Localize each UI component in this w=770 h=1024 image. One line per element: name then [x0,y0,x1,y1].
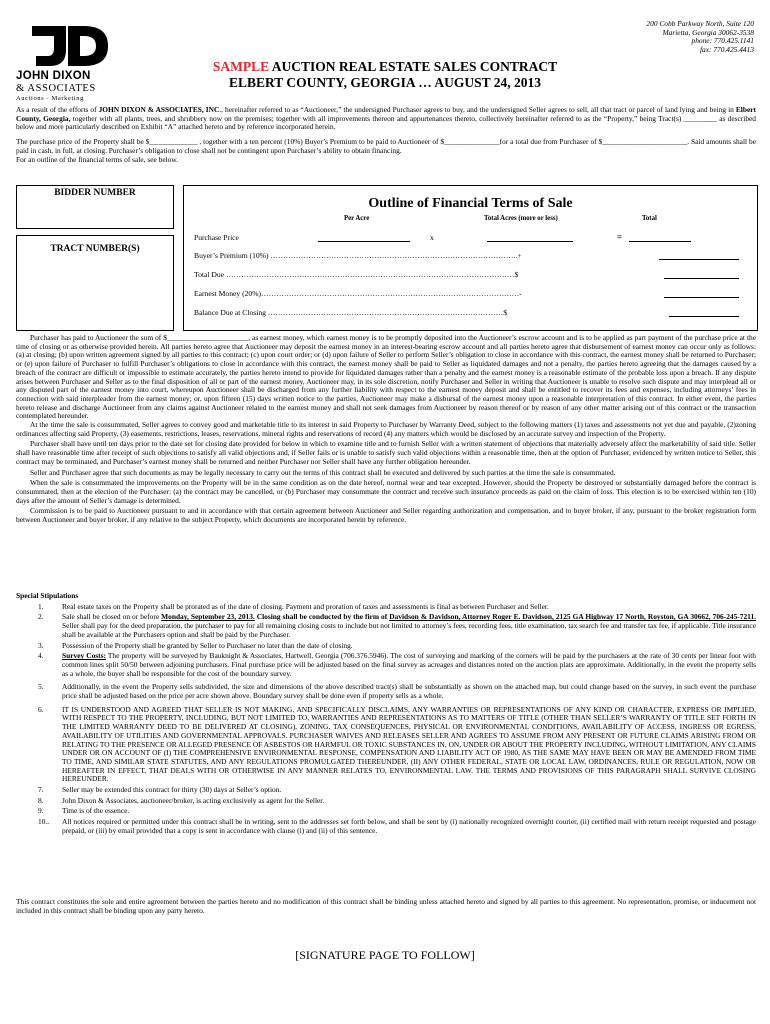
logo-name: JOHN DIXON [16,70,91,82]
intro-paragraph-3: For an outline of the financial terms of sale, see below. [16,154,179,164]
address-phone: phone: 770.425.1141 [691,36,754,45]
buyers-premium-field[interactable] [659,259,739,260]
logo-tagline: Auctions · Marketing [16,95,84,102]
stipulation-7: 7. Seller may be extended this contract for thirty (30) days at Seller’s option. [38,785,282,795]
special-stipulations [16,592,756,836]
intro-paragraph-1: As a result of the efforts of JOHN DIXON & ASSOCIATES, INC., hereinafter referred to as “Auctioneer,” the undersigned Purchaser agrees to buy, and the undersigned Seller agrees to sell, all that tract or parcel of land lying and being in Elbert County, Georgia, together with all plants, trees, and shrubbery now on the premises; together with all improvements thereon and appurtenances thereto, collectively hereinafter referred to as the “Property,” being Tract(s) _________ as described below and more particularly described on Exhibit “A” attached hereto and by reference incorporated herein. [16,105,756,132]
stipulation-1: 1. Real estate taxes on the Property shall be prorated as of the date of closing. Payment and proration of taxes and assessments is final as between Purchaser and Seller. [38,601,549,611]
intro-section [16,106,756,164]
stipulation-8: 8. John Dixon & Associates, auctioneer/broker, is acting exclusively as agent for the Seller. [38,795,325,805]
document-title: SAMPLE AUCTION REAL ESTATE SALES CONTRACT ELBERT COUNTY, GEORGIA … AUGUST 24, 2013 [0,59,770,91]
bidder-number-box[interactable]: BIDDER NUMBER [16,185,174,229]
stipulation-10: 10.. All notices required or permitted under this contract shall be in writing, sent to the addresses set forth below, and shall be sent by (i) nationally recognized overnight courier, (ii) certified mail with return receipt requested and postage prepaid, or (iii) by email provided that a copy is sent in accordance with clause (i) and (ii) of this sentence. [38,817,756,835]
earnest-money-row: Earnest Money (20%)…………………………………………………………………………………………- [194,289,522,298]
total-due-field[interactable] [664,278,739,279]
stipulation-4: 4. Survey Costs: The property will be surveyed by Bauknight & Associates, Hartwell, Georgia (706.376.5946). The cost of surveying and marking of the corners will be paid by the purchasers at the rate of 30 cents per linear foot with common lines split 50/50 between adjoining purchasers. Final purchase price will be adjusted based on the final survey as acreages and distances noted on the auction plats are approximate. Additionally, in the event the property sells as a whole, the buyer shall be responsible for the cost of the boundary survey. [38,651,756,678]
address-line2: Marietta, Georgia 30062-3538 [662,27,754,37]
buyers-premium-row: Buyer’s Premium (10%) ……………………………………………………………………………………..+ [194,251,522,260]
balance-due-row: Balance Due at Closing …………………………………………………………………………………$ [194,308,508,317]
stipulation-9: 9. Time is of the essence. [38,806,130,816]
purchase-price-row: Purchase Price [194,233,239,242]
outline-title: Outline of Financial Terms of Sale [368,196,573,211]
stipulation-6: 6. IT IS UNDERSTOOD AND AGREED THAT SELLER IS NOT MAKING, AND SPECIFICALLY DISCLAIMS, ANY WARRANTIES OR REPRESENTATIONS OF ANY KIND OR CHARACTER, EXPRESS OR IMPLIED, WITH RESPECT TO THE PROPERTY, INCLUDING, BUT NOT LIMITED TO, WARRANTIES AND REPRESENTATIONS AS TO MATTERS OF TITLE (OTHER THAN SELLER’S WARRANTY OF TITLE SET FORTH IN THE LIMITED WARRANTY DEED TO BE DELIVERED AT CLOSING), ZONING, TAX CONSEQUENCES, PHYSICAL OR ENVIRONMENTAL CONDITIONS, AVAILABILITY OF ACCESS, INGRESS OR EGRESS, AVAILABILITY OF UTILITIES AND GOVERNMENTAL APPROVALS. PURCHASER WAIVES AND RELEASES SELLER AND AGREES TO ASSUME FROM ANY PRESENT OR FUTURE CLAIMS ARISING FROM OR RELATING TO THE PRESENCE OR ALLEGED PRESENCE OF ASBESTOS OR HARMFUL OR TOXIC SUBSTANCES IN, ON, UNDER OR ABOUT THE PROPERTY INCLUDING, WITHOUT LIMITATION, ANY CLAIMS UNDER OR ON ACCOUNT OF (I) THE COMPREHENSIVE ENVIRONMENTAL RESPONSE, COMPENSATION AND LIABILITY ACT OF 1980, AS THE SAME MAY HAVE BEEN OR MAY BE AMENDED FROM TIME TO TIME, AND SIMILAR STATE STATUTES, AND ANY REGULATIONS PROMULGATED THEREUNDER, (II) ANY OTHER FEDERAL, STATE OR LOCAL LAW, ORDINANCES, RULE OR REGULATION, NOW OR HEREAFTER IN EFFECT, THAT DEALS WITH OR OTHERWISE IN ANY MANNER RELATES TO, ENVIRONMENTAL LAW. THE TERMS AND PROVISIONS OF THIS PARAGRAPH SHALL SURVIVE CLOSING HEREUNDER. [38,704,756,784]
intro-paragraph-2: The purchase price of the Property shall be $_____________ , together with a ten percent (10%) Buyer’s Premium to be paid to Auctioneer of $_______________for a total due from Purchaser of $_______________________. Said amounts shall be paid in cash, in full, at closing. Purchaser’s obligation to close shall not be contingent upon Purchaser’s ability to obtain financing. [16,137,756,155]
commission-paragraph: Commission is to be paid to Auctioneer pursuant to and in accordance with that certain agreement between Auctioneer and Seller regarding authorization and compensation, and to buyer broker, if any, pursuant to the broker registration form between Auctioneer and buyer broker, if any relative to the subject Property, which documents are incorporated herein by reference. [16,506,756,525]
address-fax: fax: 770.425.4413 [700,44,754,54]
total-due-row: Total Due ……………………………………………………………………………………………………$ [194,270,519,279]
financial-terms-outline: Outline of Financial Terms of Sale Per Acre Total Acres (more or less) Total Purchase Price x = Buyer’s Premium (10%) ……………………………………………………………………………………..+ Total Due ……………………………………………………………………………………………………$ Earnest Money (20%)…………………………………………………………………………………………- Balance Due at Closing …………………………………………………………………………………$ [183,185,758,331]
stipulation-5: 5. Additionally, in the event the Property sells subdivided, the size and dimensions of the above described tract(s) shall be substantially as shown on the attached map, but could change based on the survey, in such event the purchase price shall be adjusted based on the price per acre shown above. Boundary survey shall be done even if property sells as a whole. [38,682,756,701]
stipulation-3: 3. Possession of the Property shall be granted by Seller to Purchaser no later than the date of closing. [38,640,353,650]
objections-paragraph: Purchaser shall have until ten days prior to the date set for closing date provided for below in which to examine title and to furnish Seller with a written statement of objections that materially adversely affect the marketability of said title. Seller shall have reasonable time after receipt of such objections to satisfy all valid objections and, if Seller fails or is unable to satisfy such valid objections within a reasonable time, then at the option of Purchaser, evidenced by written notice to Seller, this contract may be terminated, and Purchaser’s earnest money shall be returned and neither Purchaser nor Seller shall have any further obligation hereunder. [16,439,756,466]
closing-paragraph: This contract constitutes the sole and entire agreement between the parties hereto and no modification of this contract shall be binding unless attached hereto and signed by all parties to this agreement. No representation, promise, or inducement not included in this contract shall be binding upon any party hereto. [16,897,756,915]
tract-number-box[interactable]: TRACT NUMBER(S) [16,235,174,331]
documents-paragraph: Seller and Purchaser agree that such documents as may be legally necessary to carry out the terms of this contract shall be executed and delivered by such parties at the time the sale is consummated. [30,467,616,477]
total-acres-field[interactable] [487,241,573,242]
signature-page-notice: [SIGNATURE PAGE TO FOLLOW] [295,948,475,962]
address-line1: 200 Cobb Parkway North, Suite 120 [646,19,754,28]
title-line2: ELBERT COUNTY, GEORGIA … AUGUST 24, 2013 [228,75,542,90]
condition-paragraph: When the sale is consummated the improvements on the Property will be in the same condition as on the date hereof, normal wear and tear excepted. However, should the Property be destroyed or substantially damaged before the contract is consummated, then at the election of the Purchaser: (a) the contract may be cancelled, or (b) Purchaser may consummate the contract and receive such insurance proceeds as paid on the claim of loss. This election is to be exercised within ten (10) days after the amount of Seller’s damage is determined. [16,478,756,505]
earnest-money-field[interactable] [664,297,739,298]
stipulation-2: 2. Sale shall be closed on or before Monday, September 23, 2013. Closing shall be conducted by the firm of Davidson & Davidson, Attorney Roger E. Davidson, 2125 GA Highway 17 North, Royston, GA 30662, 706-245-7211. Seller shall pay for the deed preparation, the purchaser to pay for all remaining closing costs to include but not limited to attorney’s fees, recording fees, title examination, tax search fee and transfer tax fee, if applicable. Title insurance shall be available at the Purchasers option and shall be paid by the Purchaser. [38,612,756,639]
per-acre-field[interactable] [318,241,410,242]
total-field[interactable] [629,241,691,242]
special-heading: Special Stipulations [16,591,79,600]
company-address [646,20,754,54]
balance-due-field[interactable] [669,316,739,317]
sample-label: SAMPLE [212,59,270,74]
logo-sub: & ASSOCIATES [16,83,96,94]
title-paragraph: At the time the sale is consummated, Seller agrees to convey good and marketable title to its interest in said Property to Purchaser by Warranty Deed, subject to the following matters (1) taxes and assessments not yet due and payable, (2)zoning ordinances affecting said Property, (3) easements, restrictions, leases, reservations, mineral rights and reservations of record (4) any matters which would be disclosed by an accurate survey and inspection of the Property. [16,420,756,438]
contract-body [16,334,756,525]
earnest-money-paragraph: Purchaser has paid to Auctioneer the sum of $______________________, as earnest money, which earnest money is to be promptly deposited into the Auctioneer’s escrow account and is to be applied as part payment of the purchase price at the time of closing or as otherwise provided herein. All parties hereto agree that Auctioneer may deposit the earnest money in an interest-bearing escrow account and all parties hereto agree that disbursement of earnest money can occur only as follows: (a) at closing; (b) upon written agreement signed by all parties to this contract; (c) upon court order; or (d) upon failure of Seller to perform Seller’s obligation to close in accordance with this contract, the earnest money shall be returned to Purchaser; or (e) upon failure of Purchaser to fulfill Purchaser’s obligations to close in accordance with this contract, the earnest money shall be paid to Seller as liquidated damages and not a penalty, the parties hereto agreeing that the damages caused by a breach of the contract are difficult or impossible to estimate accurately, the parties hereto intend to provide for liquidated damages rather than a penalty and the earnest money is a reasonable estimate of the probable loss upon a breach. If any dispute arises between Purchaser and Seller as to the final disposition of all or part of the earnest money, Auctioneer may, in its sole discretion, notify Purchaser and Seller in writing that Auctioneer is unable to resolve such dispute and may interplead all or any disputed part of the earnest money into court, whereupon Auctioneer shall be discharged from any further liability with respect to the earnest money deposit and shall be entitled to recover its fees and expenses, including attorneys’ fees in connection with said interpleader from the earnest money; or, upon fifteen (15) days written notice to the parties, Auctioneer may make a disbursal of the earnest money upon a reasonable interpretation of this contract. In either event, the parties hereto release and discharge Auctioneer from any claims against Auctioneer related to the earnest money and shall not seek damages from Auctioneer by reason thereof or by reason of any other matter arising out of this contract or the transaction contemplated hereunder. [16,333,756,421]
